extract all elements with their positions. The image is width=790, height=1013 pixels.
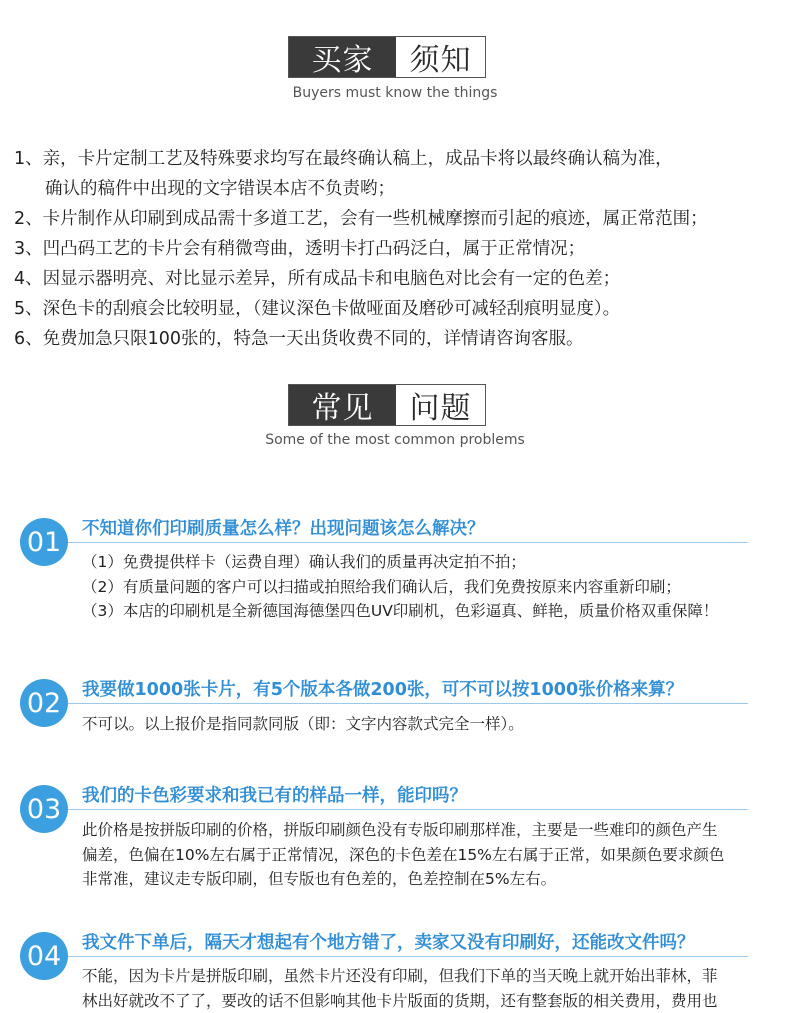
faq-divider	[68, 956, 748, 957]
notice-item-1: 1、亲，卡片定制工艺及特殊要求均写在最终确认稿上，成品卡将以最终确认稿为准，	[14, 144, 784, 174]
faq-title-box	[288, 384, 486, 426]
faq-answer-line: （3）本店的印刷机是全新德国海德堡四色UV印刷机，色彩逼真、鲜艳，质量价格双重保障！	[82, 599, 772, 624]
faq-answer-line: 不可以。以上报价是指同款同版（即：文字内容款式完全一样）。	[82, 712, 772, 737]
faq-question: 我文件下单后，隔天才想起有个地方错了，卖家又没有印刷好，还能改文件吗？	[82, 929, 695, 954]
faq-answer-line: 此价格是按拼版印刷的价格，拼版印刷颜色没有专版印刷那样准，主要是一些难印的颜色产生	[82, 818, 772, 843]
faq-subtitle: Some of the most common problems	[0, 432, 790, 448]
faq-answer	[82, 712, 772, 737]
faq-answer-line: （1）免费提供样卡（运费自理）确认我们的质量再决定拍不拍；	[82, 550, 772, 575]
faq-answer-line: 非常准，建议走专版印刷，但专版也有色差的，色差控制在5%左右。	[82, 867, 772, 892]
faq-title-light: 问题	[396, 385, 485, 425]
faq-divider	[68, 542, 748, 543]
notice-item-3: 3、凹凸码工艺的卡片会有稍微弯曲，透明卡打凸码泛白，属于正常情况；	[14, 234, 784, 264]
faq-number-badge: 03	[20, 785, 68, 833]
faq-answer	[82, 550, 772, 624]
buyers-notice-title-box	[288, 36, 486, 78]
buyers-notice-subtitle: Buyers must know the things	[0, 85, 790, 101]
faq-number-badge: 04	[20, 932, 68, 980]
notice-item-4: 4、因显示器明亮、对比显示差异，所有成品卡和电脑色对比会有一定的色差；	[14, 264, 784, 294]
faq-answer-line: 偏差，色偏在10%左右属于正常情况，深色的卡色差在15%左右属于正常，如果颜色要求颜色	[82, 843, 772, 868]
faq-answer-line: 林出好就改不了了，要改的话不但影响其他卡片版面的货期，还有整套版的相关费用，费用也	[82, 989, 772, 1013]
faq-answer	[82, 964, 772, 1013]
faq-question: 不知道你们印刷质量怎么样？出现问题该怎么解决？	[82, 515, 485, 540]
buyers-notice-list	[14, 144, 784, 354]
faq-divider	[68, 703, 748, 704]
notice-item-5: 5、深色卡的刮痕会比较明显，（建议深色卡做哑面及磨砂可减轻刮痕明显度）。	[14, 294, 784, 324]
faq-question: 我们的卡色彩要求和我已有的样品一样，能印吗？	[82, 782, 467, 807]
buyers-notice-title-dark: 买家	[289, 37, 396, 77]
faq-number-badge: 02	[20, 679, 68, 727]
faq-answer	[82, 818, 772, 892]
buyers-notice-title-light: 须知	[396, 37, 485, 77]
faq-answer-line: （2）有质量问题的客户可以扫描或拍照给我们确认后，我们免费按原来内容重新印刷；	[82, 575, 772, 600]
notice-item-2: 2、卡片制作从印刷到成品需十多道工艺，会有一些机械摩擦而引起的痕迹，属正常范围；	[14, 204, 784, 234]
faq-title-dark: 常见	[289, 385, 396, 425]
faq-divider	[68, 809, 748, 810]
faq-question: 我要做1000张卡片，有5个版本各做200张，可不可以按1000张价格来算？	[82, 676, 683, 701]
faq-answer-line: 不能，因为卡片是拼版印刷，虽然卡片还没有印刷，但我们下单的当天晚上就开始出菲林，菲	[82, 964, 772, 989]
faq-number-badge: 01	[20, 518, 68, 566]
notice-item-6: 6、免费加急只限100张的，特急一天出货收费不同的，详情请咨询客服。	[14, 324, 784, 354]
notice-item-1-continued: 确认的稿件中出现的文字错误本店不负责哟；	[14, 174, 784, 204]
